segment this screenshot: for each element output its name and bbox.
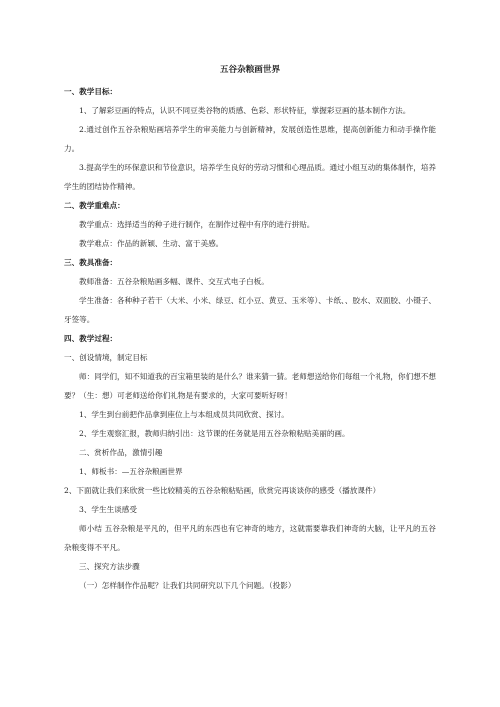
paragraph: 教学难点：作品的新颖、生动、富于美感。 xyxy=(79,239,224,248)
paragraph: 3.提高学生的环保意识和节俭意识，培养学生良好的劳动习惯和心理品质。通过小组互动的集体制作，培养学生的团结协作精神。 xyxy=(64,163,436,191)
section-heading-process: 四、教学过程： xyxy=(64,334,118,343)
paragraph: 1、了解彩豆画的特点，认识不同豆类谷物的质感、色彩、形状特征，掌握彩豆画的基本制作方法。 xyxy=(79,106,411,115)
paragraph: 1、师板书：—五谷杂粮画世界 xyxy=(79,467,183,476)
paragraph: 2.通过创作五谷杂粮贴画培养学生的审美能力与创新精神，发展创造性思维，提高创新能力和动手操作能力。 xyxy=(64,125,436,153)
paragraph: 教学重点：选择适当的种子进行制作，在制作过程中有序的进行拼贴。 xyxy=(79,220,315,229)
subheading: 一、创设情境，制定目标 xyxy=(64,353,148,362)
section-heading-objectives: 一、教学目标： xyxy=(64,87,118,96)
paragraph: 1、学生到台前把作品拿到座位上与本组成员共同欣赏、探讨。 xyxy=(79,410,289,419)
document-title: 五谷杂粮画世界 xyxy=(219,65,281,75)
paragraph: 师：同学们，知不知道我的百宝箱里装的是什么？谁来猜一猜。老师想送给你们每组一个礼物，你们想不想要？（生：想）可老师送给你们礼物是有要求的，大家可要听好呀！ xyxy=(64,372,436,400)
section-heading-key-points: 二、教学重难点： xyxy=(64,201,125,210)
paragraph: 3、学生生谈感受 xyxy=(79,505,137,514)
paragraph: 学生准备：各种种子若干（大米、小米、绿豆、红小豆、黄豆、玉米等）、卡纸、、胶水、双面胶、小镊子、牙签等。 xyxy=(64,296,436,324)
paragraph: 师小结 五谷杂粮是平凡的，但平凡的东西也有它神奇的地方，这就需要靠我们神奇的大脑，让平凡的五谷杂粮变得不平凡。 xyxy=(64,524,436,552)
section-heading-materials: 三、教具准备： xyxy=(64,258,118,267)
paragraph: （一）怎样制作作品呢？让我们共同研究以下几个问题。（投影） xyxy=(79,581,296,590)
document-page xyxy=(64,64,436,595)
paragraph: 2、学生观察汇报，教师归纳引出：这节课的任务就是用五谷杂粮粘贴美丽的画。 xyxy=(79,429,350,438)
subheading: 二、赏析作品，激情引趣 xyxy=(79,448,163,457)
subheading: 三、探究方法步骤 xyxy=(79,562,140,571)
paragraph: 教师准备：五谷杂粮贴画多幅、课件、交互式电子白板。 xyxy=(79,277,269,286)
paragraph: 2、下面就让我们来欣赏一些比较精美的五谷杂粮粘贴画，欣赏完再谈谈你的感受（播放课件） xyxy=(64,486,381,495)
